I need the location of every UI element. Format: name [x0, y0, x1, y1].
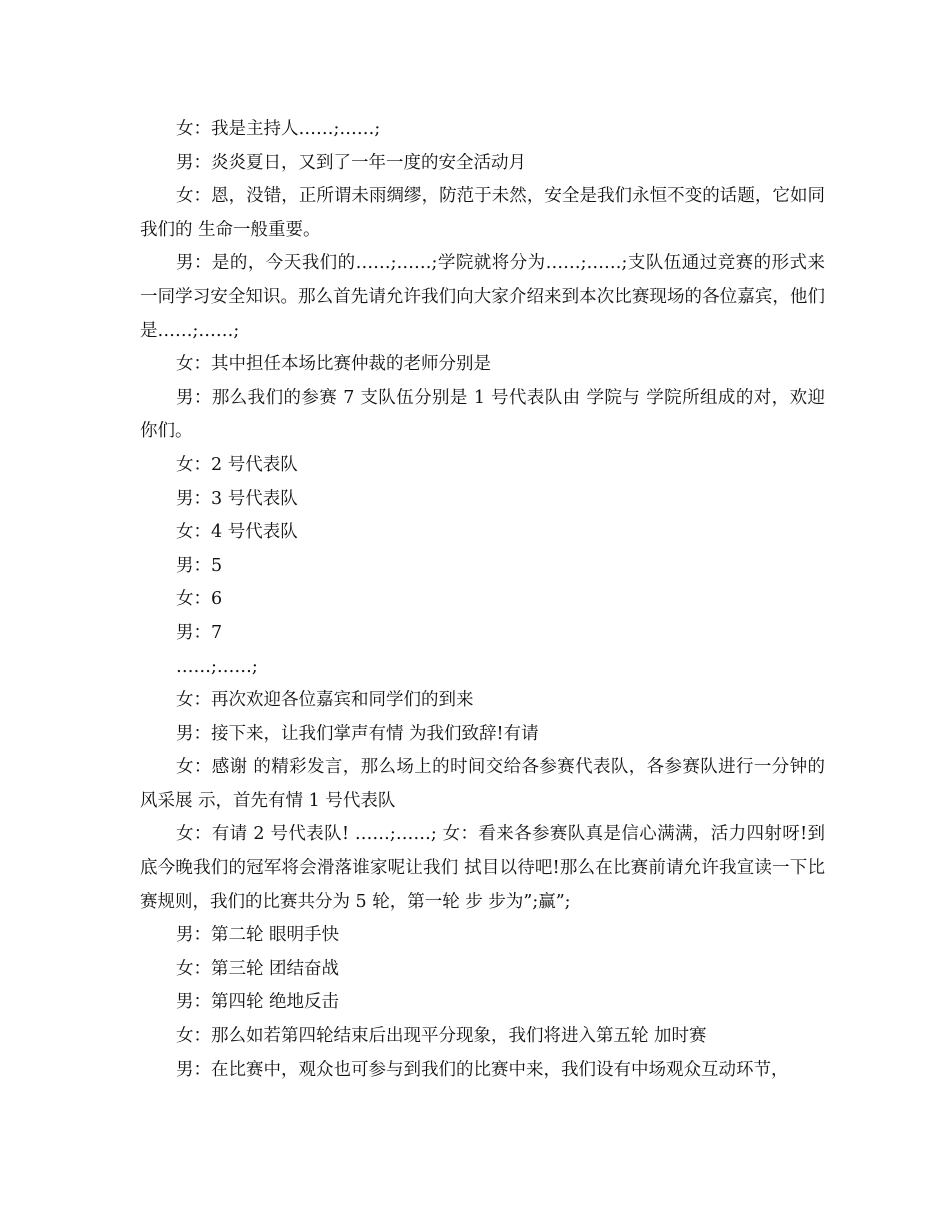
paragraph: 女：其中担任本场比赛仲裁的老师分别是	[176, 354, 491, 375]
paragraph: ……;……;	[176, 656, 258, 677]
paragraph: 女：感谢 的精彩发言，那么场上的时间交给各参赛代表队，各参赛队进行一分钟的风采展 示，首先有情 1 号代表队	[140, 757, 825, 811]
paragraph: 男：5	[176, 555, 223, 576]
paragraph: 男：第二轮 眼明手快	[176, 925, 340, 946]
paragraph: 女：4 号代表队	[176, 522, 298, 543]
paragraph: 男：第四轮 绝地反击	[176, 992, 340, 1013]
paragraph: 男：那么我们的参赛 7 支队伍分别是 1 号代表队由 学院与 学院所组成的对，欢迎你们。	[140, 387, 825, 442]
paragraph: 男：接下来，让我们掌声有情 为我们致辞!有请	[176, 723, 539, 744]
paragraph: 女：我是主持人……;……;	[176, 119, 381, 139]
paragraph: 女：2 号代表队	[176, 454, 298, 475]
paragraph: 男：3 号代表队	[176, 488, 298, 509]
paragraph: 女：恩，没错，正所谓未雨绸缪，防范于未然，安全是我们永恒不变的话题，它如同我们的 生命一般重要。	[140, 186, 825, 240]
paragraph: 女：有请 2 号代表队! ……;……; 女：看来各参赛队真是信心满满，活力四射呀!到底今晚我们的冠军将会滑落谁家呢让我们 拭目以待吧!那么在比赛前请允许我宣读一下比赛规则，我们的比赛共分为 5 轮，第一轮 步 步为”;赢”;	[140, 824, 825, 912]
paragraph: 男：7	[176, 622, 223, 643]
paragraph: 男：是的，今天我们的……;……;学院就将分为……;……;支队伍通过竞赛的形式来一同学习安全知识。那么首先请允许我们向大家介绍来到本次比赛现场的各位嘉宾，他们是……;……;	[140, 253, 825, 341]
paragraph: 女：再次欢迎各位嘉宾和同学们的到来	[176, 690, 474, 711]
paragraph: 女：那么如若第四轮结束后出现平分现象，我们将进入第五轮 加时赛	[176, 1026, 707, 1047]
paragraph: 女：6	[176, 589, 223, 610]
paragraph: 男：在比赛中，观众也可参与到我们的比赛中来，我们设有中场观众互动环节，	[176, 1059, 789, 1080]
document-body	[140, 113, 825, 1087]
paragraph: 男：炎炎夏日，又到了一年一度的安全活动月	[176, 152, 526, 173]
paragraph: 女：第三轮 团结奋战	[176, 958, 340, 979]
